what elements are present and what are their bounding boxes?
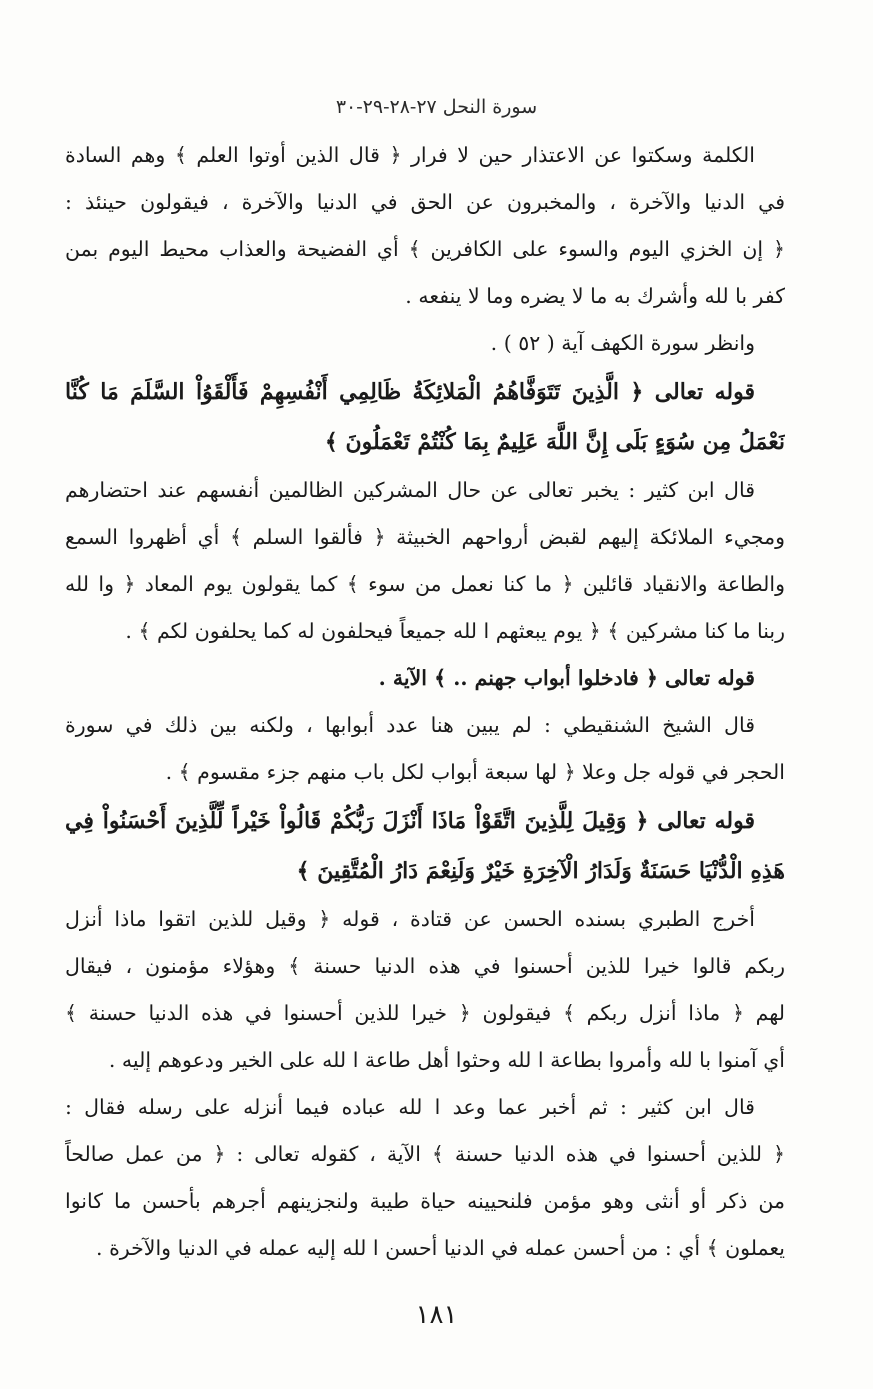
text-line: ﴿ إن الخزي اليوم والسوء على الكافرين ﴾ أي الفضيحة والعذاب محيط اليوم بمن <box>65 237 785 261</box>
section-heading <box>65 655 785 702</box>
text-line: أخرج الطبري بسنده الحسن عن قتادة ، قوله ﴿ وقيل للذين اتقوا ماذا أنزل <box>65 907 755 931</box>
text-line: وانظر سورة الكهف آية ( ٥٢ ) . <box>490 331 755 355</box>
text-line: من ذكر أو أنثى وهو مؤمن فلنحيينه حياة طيبة ولنجزينهم أجرهم بأحسن ما كانوا <box>65 1189 785 1213</box>
text-line: ربكم قالوا خيرا للذين أحسنوا في هذه الدنيا حسنة ﴾ وهؤلاء مؤمنون ، فيقال <box>65 954 785 978</box>
text-line: كفر با لله وأشرك به ما لا يضره وما لا ينفعه . <box>405 284 785 308</box>
paragraph <box>65 1084 785 1272</box>
paragraph <box>65 132 785 320</box>
text-line: نَعْمَلُ مِن سُوَءٍ بَلَى إِنَّ اللَّهَ عَلِيمٌ بِمَا كُنْتُمْ تَعْمَلُونَ ﴾ <box>324 429 785 455</box>
text-line: الحجر في قوله جل وعلا ﴿ لها سبعة أبواب لكل باب منهم جزء مقسوم ﴾ . <box>165 760 785 784</box>
text-line: والطاعة والانقياد قائلين ﴿ ما كنا نعمل من سوء ﴾ كما يقولون يوم المعاد ﴿ وا لله <box>65 572 785 596</box>
quran-verse <box>65 796 785 896</box>
text-line: يعملون ﴾ أي : من أحسن عمله في الدنيا أحسن ا لله إليه عمله في الدنيا والآخرة . <box>96 1236 785 1260</box>
text-line: في الدنيا والآخرة ، والمخبرون عن الحق في الدنيا والآخرة ، فيقولون حينئذ : <box>65 190 785 214</box>
paragraph <box>65 467 785 655</box>
paragraph <box>65 320 785 367</box>
text-line: هَذِهِ الْدُّنْيَا حَسَنَةٌ وَلَدَارُ الْآخِرَةِ خَيْرٌ وَلَنِعْمَ دَارُ الْمُتَّقِينَ ﴾ <box>296 858 785 884</box>
text-line: قوله تعالى ﴿ وَقِيلَ لِلَّذِينَ اتَّقَوْاْ مَاذَا أَنْزَلَ رَبُّكُمْ قَالُواْ خَيْراً لِّلَّذِينَ أَحْسَنُواْ فِي <box>65 808 755 834</box>
text-line: ربنا ما كنا مشركين ﴾ ﴿ يوم يبعثهم ا لله جميعاً فيحلفون له كما يحلفون لكم ﴾ . <box>125 619 785 643</box>
text-line: قوله تعالى ﴿ فادخلوا أبواب جهنم .. ﴾ الآية . <box>378 666 755 690</box>
running-header: سورة النحل ٢٧-٢٨-٢٩-٣٠ <box>335 96 538 118</box>
text-line: ﴿ للذين أحسنوا في هذه الدنيا حسنة ﴾ الآية ، كقوله تعالى : ﴿ من عمل صالحاً <box>65 1142 785 1166</box>
text-line: لهم ﴿ ماذا أنزل ربكم ﴾ فيقولون ﴿ خيرا للذين أحسنوا في هذه الدنيا حسنة ﴾ <box>65 1001 785 1025</box>
text-line: قال الشيخ الشنقيطي : لم يبين هنا عدد أبوابها ، ولكنه بين ذلك في سورة <box>65 713 755 737</box>
text-line: الكلمة وسكتوا عن الاعتذار حين لا فرار ﴿ قال الذين أوتوا العلم ﴾ وهم السادة <box>65 143 755 167</box>
text-line: قال ابن كثير : يخبر تعالى عن حال المشركين الظالمين أنفسهم عند احتضارهم <box>65 478 755 502</box>
paragraph <box>65 896 785 1084</box>
text-line: أي آمنوا با لله وأمروا بطاعة ا لله وحثوا أهل طاعة ا لله على الخير ودعوهم إليه . <box>108 1048 785 1072</box>
text-line: ومجيء الملائكة إليهم لقبض أرواحهم الخبيثة ﴿ فألقوا السلم ﴾ أي أظهروا السمع <box>65 525 785 549</box>
quran-verse <box>65 367 785 467</box>
paragraph <box>65 702 785 796</box>
page-number: ١٨١ <box>415 1300 458 1330</box>
page-body <box>65 132 785 1272</box>
text-line: قوله تعالى ﴿ الَّذِينَ تَتَوَفَّاهُمُ الْمَلائِكَةُ ظَالِمِي أَنْفُسِهِمْ فَأَلْقَوُاْ السَّلَمَ مَا كُنَّا <box>65 379 755 405</box>
text-line: قال ابن كثير : ثم أخبر عما وعد ا لله عباده فيما أنزله على رسله فقال : <box>65 1095 755 1119</box>
